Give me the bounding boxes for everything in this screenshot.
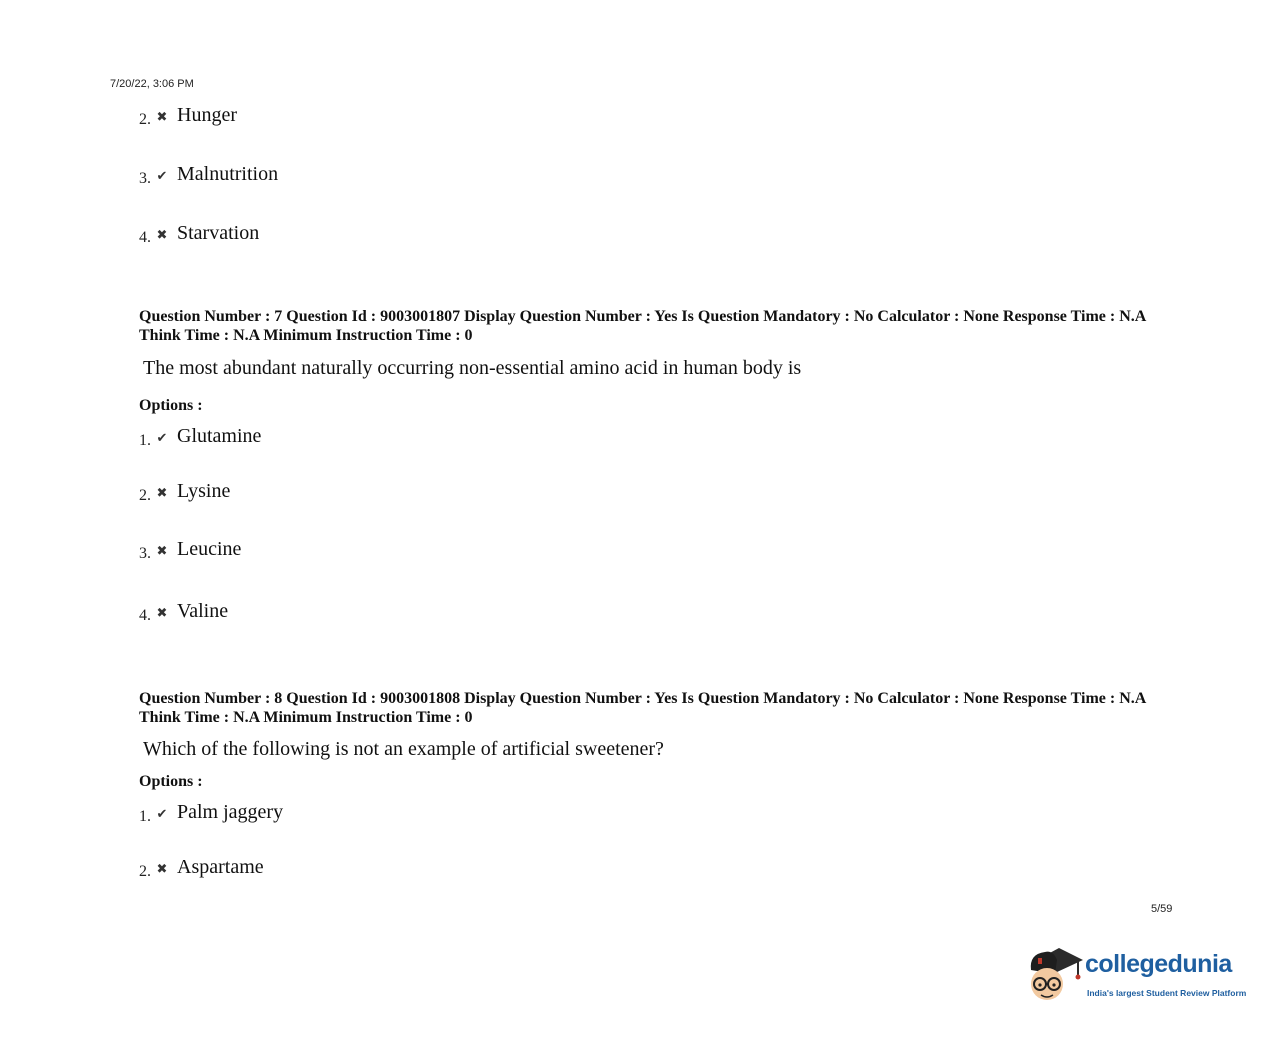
logo-tagline: India's largest Student Review Platform xyxy=(1087,988,1247,998)
option-text: Starvation xyxy=(177,222,260,244)
options-label: Options : xyxy=(139,397,203,414)
option-text: Aspartame xyxy=(177,856,264,878)
question-meta: Question Number : 7 Question Id : 9003001807 Display Question Number : Yes Is Question Mandatory : No Calculator : None Response Time : N.A Think Time : N.A Minimum Instruction Time : 0 xyxy=(139,308,1146,344)
option-number: 3. xyxy=(139,545,151,562)
option-row xyxy=(139,801,283,824)
option-number: 4. xyxy=(139,229,151,246)
check-icon: ✔ xyxy=(156,430,168,445)
option-number: 1. xyxy=(139,432,151,449)
option-row xyxy=(139,222,259,245)
option-number: 4. xyxy=(139,607,151,624)
option-number: 2. xyxy=(139,863,151,880)
wrong-icon: ✖ xyxy=(156,605,168,620)
option-row xyxy=(139,538,241,561)
option-row xyxy=(139,163,278,186)
wrong-icon: ✖ xyxy=(156,227,168,242)
check-icon: ✔ xyxy=(156,168,168,183)
options-label: Options : xyxy=(139,773,203,790)
check-icon: ✔ xyxy=(156,806,168,821)
option-text: Hunger xyxy=(177,104,237,126)
page-number: 5/59 xyxy=(1151,903,1173,915)
option-row xyxy=(139,480,230,503)
option-number: 3. xyxy=(139,170,151,187)
question-meta: Question Number : 8 Question Id : 9003001808 Display Question Number : Yes Is Question Mandatory : No Calculator : None Response Time : N.A Think Time : N.A Minimum Instruction Time : 0 xyxy=(139,690,1146,726)
mascot-logo-icon xyxy=(1025,940,1085,1006)
option-row xyxy=(139,104,237,127)
wrong-icon: ✖ xyxy=(156,109,168,124)
option-row xyxy=(139,425,261,448)
logo-wordmark: collegedunia xyxy=(1085,950,1232,978)
wrong-icon: ✖ xyxy=(156,485,168,500)
question-text: The most abundant naturally occurring non-essential amino acid in human body is xyxy=(143,357,802,379)
print-timestamp: 7/20/22, 3:06 PM xyxy=(110,78,194,90)
option-text: Leucine xyxy=(177,538,242,560)
question-text: Which of the following is not an example of artificial sweetener? xyxy=(143,738,664,760)
wrong-icon: ✖ xyxy=(156,861,168,876)
option-text: Malnutrition xyxy=(177,163,279,185)
option-row xyxy=(139,856,264,879)
option-number: 2. xyxy=(139,111,151,128)
option-number: 2. xyxy=(139,487,151,504)
option-text: Glutamine xyxy=(177,425,262,447)
option-row xyxy=(139,600,228,623)
wrong-icon: ✖ xyxy=(156,543,168,558)
option-text: Valine xyxy=(177,600,229,622)
option-text: Lysine xyxy=(177,480,231,502)
option-number: 1. xyxy=(139,808,151,825)
option-text: Palm jaggery xyxy=(177,801,284,823)
